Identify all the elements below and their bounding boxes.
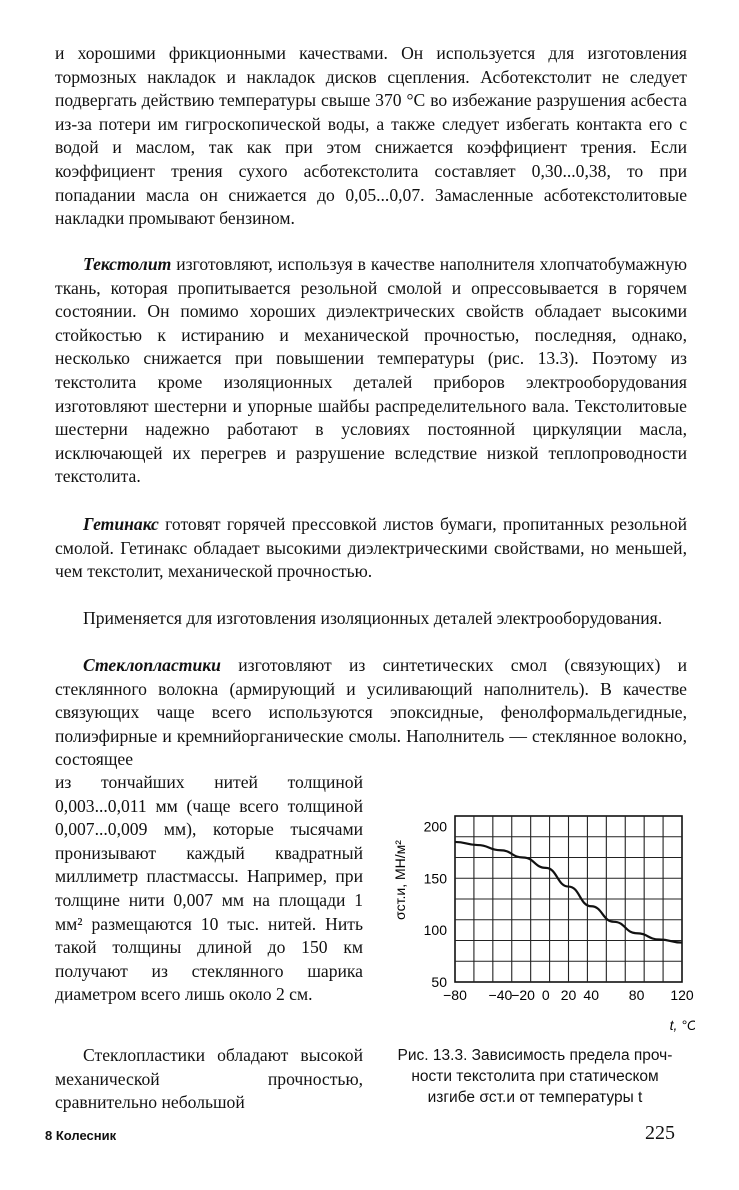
strength-temperature-chart: [375, 800, 695, 1040]
chart-grid: [455, 816, 682, 982]
paragraph-asbotextolite: и хорошими фрикционными качествами. Он используется для изготовления тормозных накладок и накладок дисков сцепления. Асботекстолит не следует подвергать действию температуры свыше 370 °С во избежание разрушения асбеста из-за потери им гигроскопической воды, а также следует избегать контакта его с водой и маслом, так как при этом снижается коэффициент трения. Если коэффициент трения сухого асботекстолита составляет 0,30...0,38, то при попадании масла он снижается до 0,05...0,07. Замасленные асботекстолитовые накладки промывают бензином.: [55, 43, 687, 229]
y-tick-label: 200: [423, 818, 447, 835]
x-tick-label: 80: [628, 987, 645, 1003]
paragraph-getinaks: [55, 513, 687, 584]
x-tick-label: 20: [560, 987, 577, 1003]
x-tick-label: 0: [541, 987, 550, 1003]
y-tick-label: 50: [431, 974, 447, 990]
y-tick-label: 150: [423, 870, 447, 887]
caption-line-2: ности текстолита при статическом: [411, 1068, 659, 1085]
term-textolite: Текстолит: [83, 254, 172, 274]
caption-line-1: Рис. 13.3. Зависимость предела проч-: [397, 1047, 673, 1064]
y-tick-labels: [424, 818, 448, 990]
x-axis-label: t, °С: [669, 1017, 695, 1033]
term-fiberglass: Стеклопластики: [83, 655, 221, 675]
printer-signature: 8 Колесник: [45, 1128, 117, 1143]
figure-caption: [375, 1045, 695, 1108]
figure-13-3: [375, 800, 695, 1040]
x-tick-labels: [443, 987, 694, 1003]
paragraph-fiberglass-body: изготовляют из синтетических смол (связующих) и стеклянного волокна (армирующий и усиливающий наполнитель). В качестве связующих чаще всего используются эпоксидные, фенолформальдегидные, полиэфирные и кремнийорганические смолы. Наполнитель — стеклянное волокно, состоящее: [55, 655, 687, 770]
paragraph-getinaks-body: готовят горячей прессовкой листов бумаги, пропитанных резольной смолой. Гетинакс обладает высокими диэлектрическими свойствами, но меньшей, чем текстолит, механической прочностью.: [55, 514, 687, 582]
x-tick-label: −40: [488, 987, 513, 1003]
term-getinaks: Гетинакс: [83, 514, 159, 534]
x-tick-label: 40: [583, 987, 599, 1003]
paragraph-fiberglass: [55, 654, 687, 772]
x-tick-label: 120: [670, 987, 694, 1003]
x-tick-label: −80: [443, 987, 467, 1003]
paragraph-fiber-thickness: из тончайших нитей толщиной 0,003...0,011 мм (чаще всего толщиной 0,007...0,009 мм), которые тысячами пронизывают каждый квадратный миллиметр пластмассы. Например, при толщине нити 0,007 мм на площади 1 мм² размещаются 10 тыс. нитей. Нить такой толщины длиной до 150 км получают из стеклянного шарика диаметром всего лишь около 2 см.: [55, 772, 363, 1005]
caption-line-3: изгибе σст.и от температуры t: [427, 1089, 643, 1106]
y-tick-label: 100: [423, 922, 447, 939]
page-number: 225: [645, 1122, 675, 1144]
paragraph-textolite-body: изготовляют, используя в качестве наполнителя хлопчатобумажную ткань, которая пропитывается резольной смолой и опрессовывается в горячем состоянии. Он помимо хороших диэлектрических свойств обладает высокими стойкостью к истиранию и механической прочностью, последняя, однако, несколько снижается при повышении температуры (рис. 13.3). Поэтому из текстолита кроме изоляционных деталей приборов электрооборудования изготовляют шестерни и упорные шайбы распределительного вала. Текстолитовые шестерни надежно работают в условиях постоянной циркуляции масла, исключающей их перегрев и разрушение вследствие низкой теплопроводности текстолита.: [55, 254, 687, 487]
paragraph-application: Применяется для изготовления изоляционных деталей электрооборудования.: [83, 608, 663, 628]
paragraph-fiberglass-strength: Стеклопластики обладают высокой механической прочностью, сравнительно небольшой: [55, 1045, 363, 1113]
x-tick-label: −20: [511, 987, 535, 1003]
paragraph-textolite: [55, 253, 687, 489]
y-axis-label: σст.и, МН/м²: [392, 840, 408, 920]
